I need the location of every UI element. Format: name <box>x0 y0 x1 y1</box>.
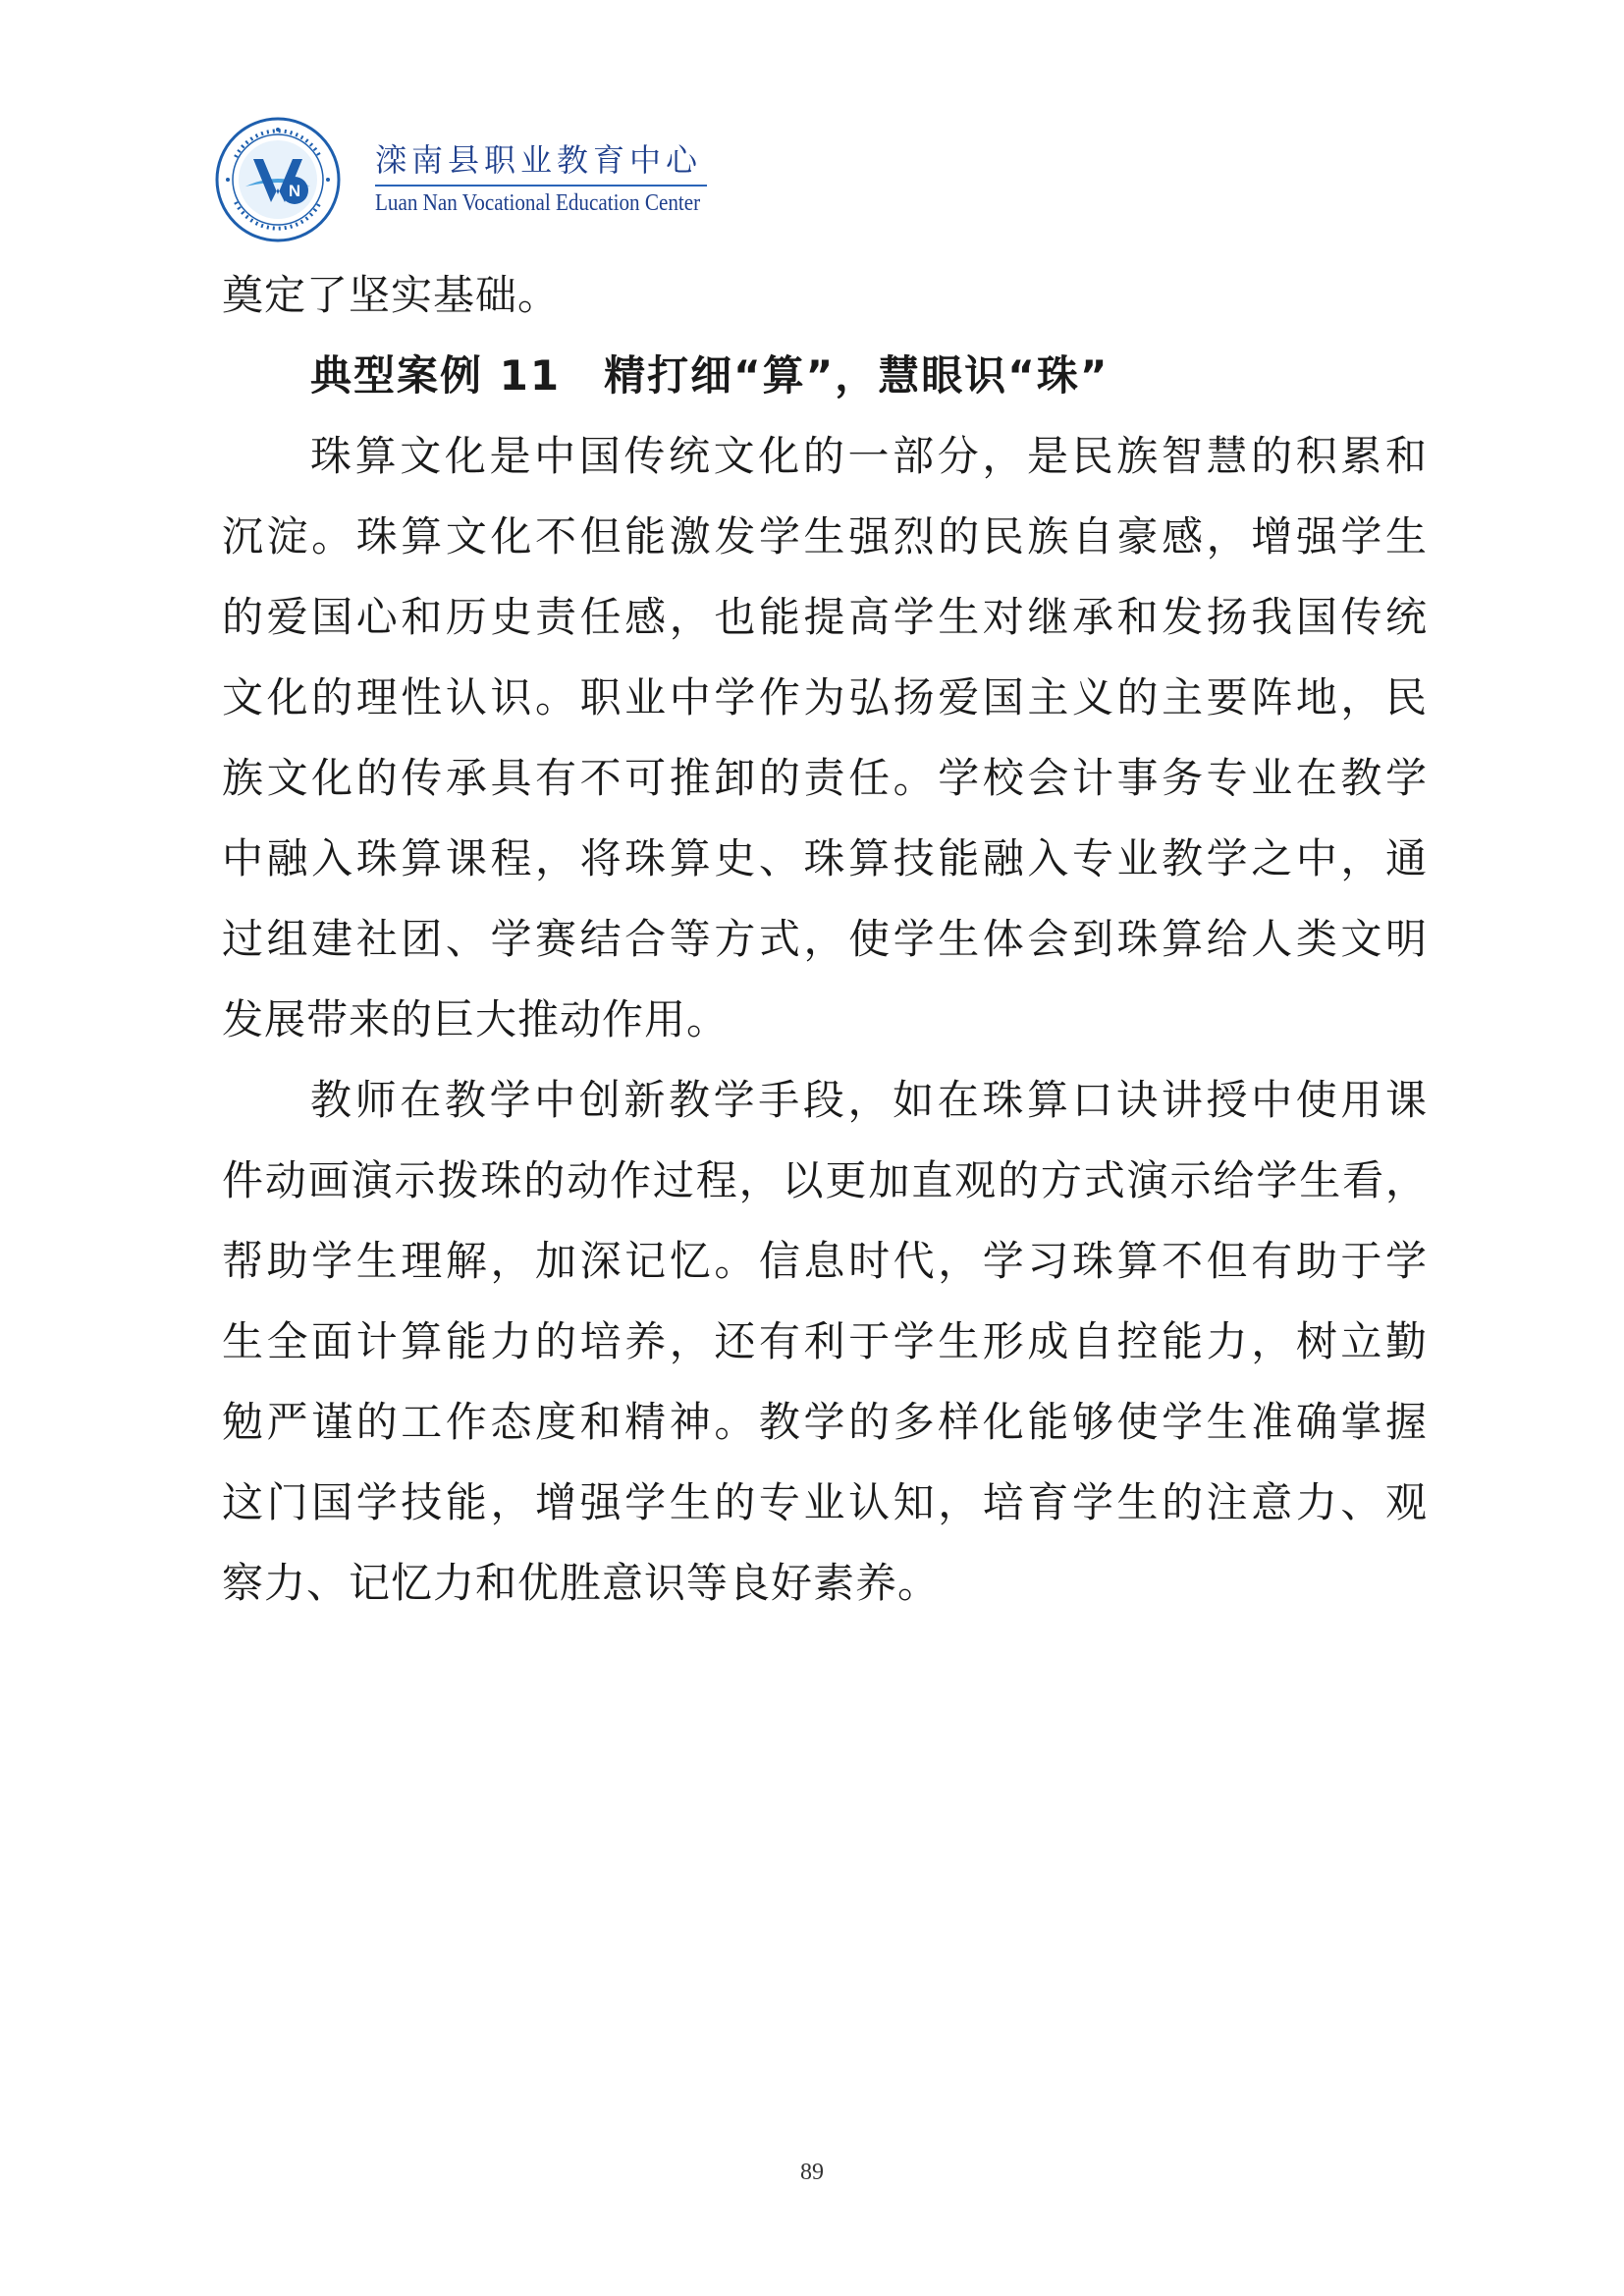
paragraph-2 <box>222 1060 1428 1624</box>
paragraph-line: 沉淀。珠算文化不但能激发学生强烈的民族自豪感，增强学生 <box>222 512 1428 561</box>
paragraph-line: 件动画演示拨珠的动作过程，以更加直观的方式演示给学生看， <box>222 1156 1428 1204</box>
paragraph-line: 文化的理性认识。职业中学作为弘扬爱国主义的主要阵地，民 <box>222 673 1428 721</box>
page-header <box>214 116 725 243</box>
header-divider <box>375 185 707 187</box>
paragraph-line: 珠算文化是中国传统文化的一部分，是民族智慧的积累和 <box>310 432 1428 480</box>
document-body <box>222 255 1428 1624</box>
org-name-english: Luan Nan Vocational Education Center <box>375 190 701 216</box>
paragraph-line: 发展带来的巨大推动作用。 <box>222 995 730 1043</box>
paragraph-line: 中融入珠算课程，将珠算史、珠算技能融入专业教学之中，通 <box>222 834 1428 882</box>
paragraph-line: 的爱国心和历史责任感，也能提高学生对继承和发扬我国传统 <box>222 593 1428 641</box>
school-emblem-icon <box>214 116 342 243</box>
page-number: 89 <box>800 2160 824 2185</box>
carry-over-line: 奠定了坚实基础。 <box>222 271 561 319</box>
paragraph-line: 族文化的传承具有不可推卸的责任。学校会计事务专业在教学 <box>222 754 1428 802</box>
paragraph-line: 这门国学技能，增强学生的专业认知，培育学生的注意力、观 <box>222 1478 1428 1526</box>
section-heading: 典型案例 11 精打细“算”，慧眼识“珠” <box>310 351 1110 400</box>
paragraph-line: 勉严谨的工作态度和精神。教学的多样化能够使学生准确掌握 <box>222 1398 1428 1446</box>
logo-monogram: N <box>288 182 301 200</box>
org-name-chinese: 滦南县职业教育中心 <box>375 141 703 179</box>
paragraph-line: 过组建社团、学赛结合等方式，使学生体会到珠算给人类文明 <box>222 915 1428 963</box>
paragraph-line: 察力、记忆力和优胜意识等良好素养。 <box>222 1559 941 1607</box>
paragraph-line: 教师在教学中创新教学手段，如在珠算口诀讲授中使用课 <box>310 1076 1428 1124</box>
paragraph-line: 帮助学生理解，加深记忆。信息时代，学习珠算不但有助于学 <box>222 1237 1428 1285</box>
paragraph-line: 生全面计算能力的培养，还有利于学生形成自控能力，树立勤 <box>222 1317 1428 1365</box>
paragraph-1 <box>222 416 1428 1060</box>
